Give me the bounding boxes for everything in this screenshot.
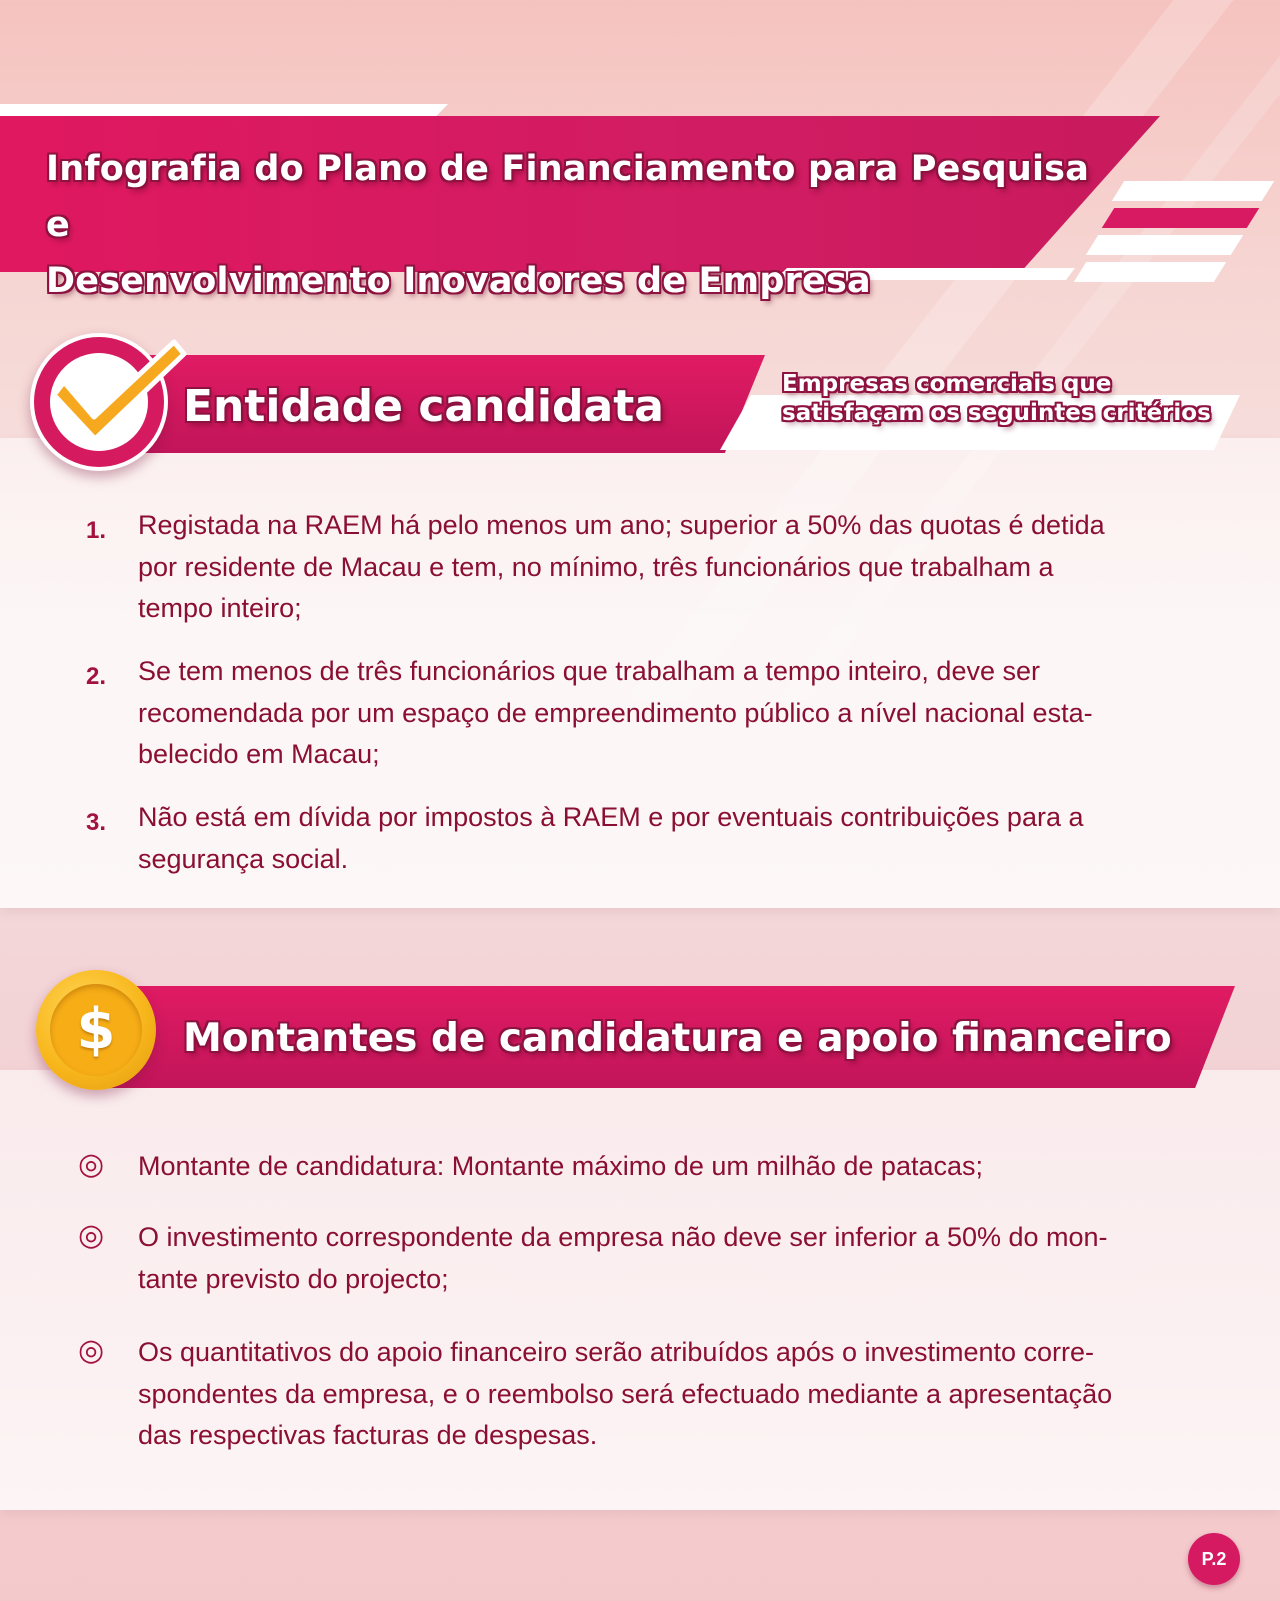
item-text-line: Montante de candidatura: Montante máximo de um milhão de patacas; [138,1151,983,1181]
entity-section-title: Entidade candidata [183,381,664,432]
item-text-line: O investimento correspondente da empresa não deve ser inferior a 50% do mon- [138,1222,1108,1252]
item-text-line: belecido em Macau; [138,739,380,769]
bullet-icon: ◎ [78,1219,105,1252]
page-title-line: Desenvolvimento Inovadores de Empresa [46,261,871,301]
item-text [138,1332,1228,1457]
decorative-bar [1074,262,1226,282]
item-text-line: tempo inteiro; [138,593,302,623]
checkmark-icon [49,327,199,447]
entity-subtitle-line: satisfaçam os seguintes critérios [782,400,1211,426]
decorative-bar [1102,208,1259,228]
decorative-bar [1112,181,1274,201]
funding-section-title: Montantes de candidatura e apoio financeiro [183,1016,1172,1061]
entity-subtitle-line: Empresas comerciais que [782,371,1112,397]
item-text-line: segurança social. [138,843,349,874]
item-text [138,505,1228,630]
item-number: 2. [86,663,107,690]
item-text-line: por residente de Macau e tem, no mínimo, três funcionários que trabalham a [138,551,1054,582]
decorative-bar [1086,235,1243,255]
page-title-line: Infografia do Plano de Financiamento para Pesquisa e [46,149,1090,245]
item-text-line: recomendada por um espaço de empreendimento público a nível nacional esta- [138,697,1093,728]
item-text [138,1146,1228,1188]
item-text-line: Registada na RAEM há pelo menos um ano; superior a 50% das quotas é detida [138,510,1105,540]
coin-badge [36,970,156,1090]
item-text-line: das respectivas facturas de despesas. [138,1420,598,1450]
item-text [138,651,1228,776]
page-number-badge: P.2 [1188,1533,1240,1585]
checkmark-badge [30,333,168,471]
bullet-icon: ◎ [78,1334,105,1367]
dollar-coin-icon: $ [76,997,116,1062]
item-number: 1. [86,517,107,544]
item-number: 3. [86,809,107,836]
bullet-icon: ◎ [78,1148,105,1181]
item-text-line: Os quantitativos do apoio financeiro serão atribuídos após o investimento corre- [138,1337,1095,1367]
item-text-line: Não está em dívida por impostos à RAEM e por eventuais contribuições para a [138,802,1084,832]
item-text-line: spondentes da empresa, e o reembolso será efectuado mediante a apresentação [138,1378,1113,1409]
item-text [138,1217,1228,1300]
item-text [138,797,1228,880]
item-text-line: tante previsto do projecto; [138,1263,449,1294]
title-banner-accent [0,104,448,118]
entity-subtitle [782,370,1211,428]
item-text-line: Se tem menos de três funcionários que trabalham a tempo inteiro, deve ser [138,656,1040,686]
page-title [46,141,1106,309]
